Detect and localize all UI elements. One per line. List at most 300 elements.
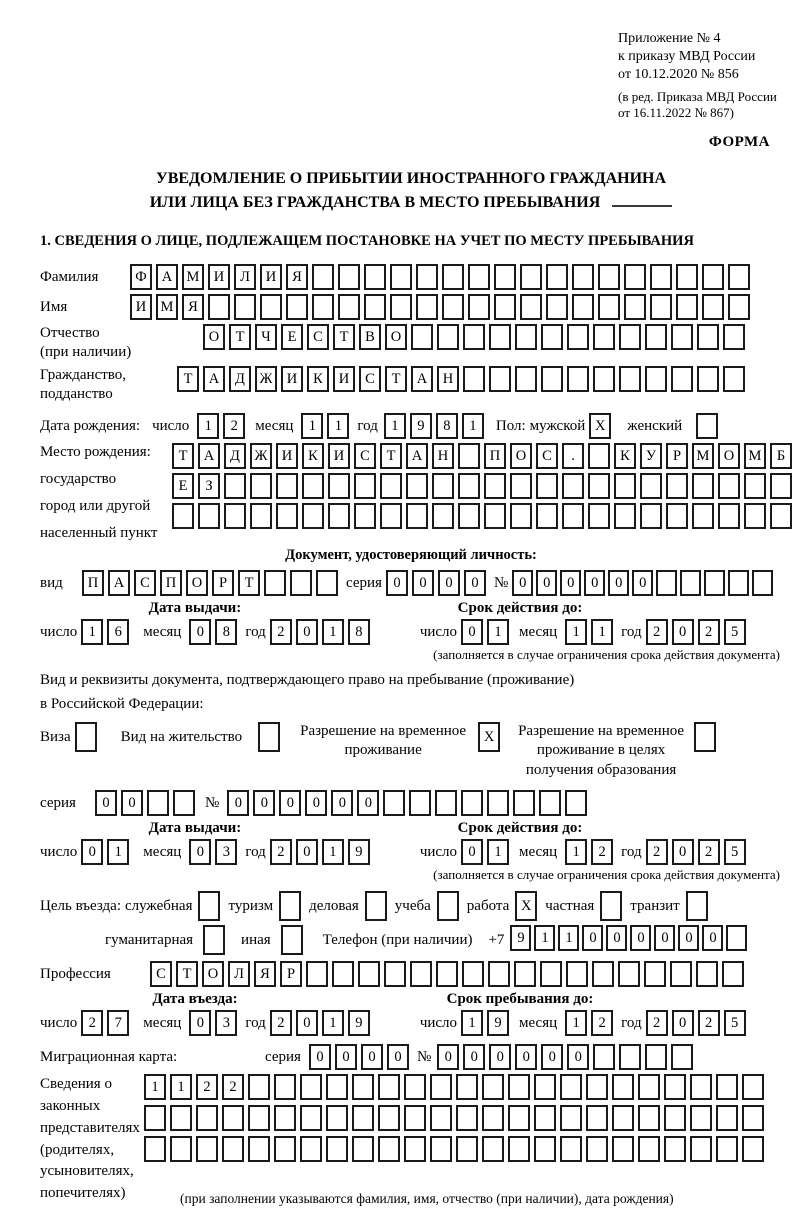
char-cell[interactable]	[586, 1105, 608, 1131]
char-cell[interactable]: 2	[81, 1010, 103, 1036]
char-cell[interactable]	[411, 324, 433, 350]
char-cell[interactable]	[664, 1136, 686, 1162]
char-cell[interactable]	[488, 961, 510, 987]
char-cell[interactable]: О	[202, 961, 224, 987]
char-cell[interactable]	[250, 503, 272, 529]
char-cell[interactable]	[534, 1105, 556, 1131]
char-cell[interactable]	[560, 1074, 582, 1100]
char-cell[interactable]	[416, 294, 438, 320]
char-cell[interactable]	[276, 503, 298, 529]
char-cell[interactable]: 0	[253, 790, 275, 816]
char-cell[interactable]	[234, 294, 256, 320]
char-cell[interactable]	[489, 366, 511, 392]
char-cell[interactable]: Д	[229, 366, 251, 392]
char-cell[interactable]: 0	[672, 619, 694, 645]
char-cell[interactable]: 0	[678, 925, 699, 951]
char-cell[interactable]	[650, 294, 672, 320]
char-cell[interactable]	[406, 473, 428, 499]
char-cell[interactable]: 1	[461, 1010, 483, 1036]
char-cell[interactable]	[222, 1136, 244, 1162]
char-cell[interactable]: 0	[672, 1010, 694, 1036]
char-cell[interactable]: А	[198, 443, 220, 469]
char-cell[interactable]	[676, 294, 698, 320]
char-cell[interactable]	[172, 503, 194, 529]
char-cell[interactable]	[536, 503, 558, 529]
char-cell[interactable]: 0	[560, 570, 581, 596]
char-cell[interactable]: 5	[724, 1010, 746, 1036]
char-cell[interactable]	[515, 366, 537, 392]
char-cell[interactable]	[546, 264, 568, 290]
char-cell[interactable]	[482, 1074, 504, 1100]
char-cell[interactable]: 1	[462, 413, 484, 439]
char-cell[interactable]: 0	[461, 839, 483, 865]
char-cell[interactable]: И	[281, 366, 303, 392]
char-cell[interactable]	[312, 294, 334, 320]
char-cell[interactable]	[619, 1044, 641, 1070]
char-cell[interactable]	[328, 503, 350, 529]
char-cell[interactable]	[494, 294, 516, 320]
char-cell[interactable]	[416, 264, 438, 290]
char-cell[interactable]	[664, 1105, 686, 1131]
char-cell[interactable]	[458, 443, 480, 469]
char-cell[interactable]	[208, 294, 230, 320]
char-cell[interactable]: 0	[279, 790, 301, 816]
char-cell[interactable]: 8	[215, 619, 237, 645]
char-cell[interactable]: 1	[322, 1010, 344, 1036]
char-cell[interactable]	[520, 264, 542, 290]
char-cell[interactable]: С	[150, 961, 172, 987]
char-cell[interactable]	[458, 473, 480, 499]
char-cell[interactable]: 9	[410, 413, 432, 439]
char-cell[interactable]	[281, 925, 303, 955]
char-cell[interactable]: 8	[348, 619, 370, 645]
char-cell[interactable]: 9	[348, 839, 370, 865]
char-cell[interactable]: 2	[270, 1010, 292, 1036]
char-cell[interactable]	[326, 1136, 348, 1162]
char-cell[interactable]: 2	[646, 839, 668, 865]
char-cell[interactable]	[508, 1136, 530, 1162]
char-cell[interactable]: У	[640, 443, 662, 469]
char-cell[interactable]: 7	[107, 1010, 129, 1036]
char-cell[interactable]: П	[160, 570, 182, 596]
char-cell[interactable]	[290, 570, 312, 596]
char-cell[interactable]	[562, 503, 584, 529]
char-cell[interactable]: 5	[724, 619, 746, 645]
char-cell[interactable]	[645, 366, 667, 392]
char-cell[interactable]	[144, 1136, 166, 1162]
char-cell[interactable]: 9	[487, 1010, 509, 1036]
char-cell[interactable]	[312, 264, 334, 290]
char-cell[interactable]: Т	[176, 961, 198, 987]
char-cell[interactable]: X	[478, 722, 500, 752]
char-cell[interactable]: И	[130, 294, 152, 320]
char-cell[interactable]	[666, 473, 688, 499]
char-cell[interactable]	[638, 1105, 660, 1131]
char-cell[interactable]	[224, 473, 246, 499]
char-cell[interactable]	[365, 891, 387, 921]
char-cell[interactable]: 0	[335, 1044, 357, 1070]
char-cell[interactable]: 5	[724, 839, 746, 865]
char-cell[interactable]	[286, 294, 308, 320]
char-cell[interactable]	[593, 366, 615, 392]
char-cell[interactable]	[572, 294, 594, 320]
char-cell[interactable]: 2	[223, 413, 245, 439]
char-cell[interactable]	[541, 366, 563, 392]
char-cell[interactable]	[482, 1105, 504, 1131]
char-cell[interactable]	[728, 264, 750, 290]
char-cell[interactable]	[671, 1044, 693, 1070]
char-cell[interactable]: Е	[172, 473, 194, 499]
char-cell[interactable]	[248, 1136, 270, 1162]
char-cell[interactable]	[196, 1136, 218, 1162]
char-cell[interactable]: 2	[698, 619, 720, 645]
char-cell[interactable]	[612, 1136, 634, 1162]
char-cell[interactable]	[458, 503, 480, 529]
char-cell[interactable]	[456, 1105, 478, 1131]
char-cell[interactable]	[514, 961, 536, 987]
char-cell[interactable]	[624, 294, 646, 320]
char-cell[interactable]: 0	[121, 790, 143, 816]
char-cell[interactable]	[352, 1105, 374, 1131]
char-cell[interactable]	[352, 1074, 374, 1100]
char-cell[interactable]: 0	[461, 619, 483, 645]
char-cell[interactable]	[430, 1074, 452, 1100]
char-cell[interactable]	[326, 1074, 348, 1100]
char-cell[interactable]: 0	[438, 570, 460, 596]
char-cell[interactable]: 2	[591, 1010, 613, 1036]
char-cell[interactable]: 1	[565, 1010, 587, 1036]
char-cell[interactable]: .	[562, 443, 584, 469]
char-cell[interactable]	[456, 1074, 478, 1100]
char-cell[interactable]	[430, 1105, 452, 1131]
char-cell[interactable]	[468, 294, 490, 320]
char-cell[interactable]: 1	[558, 925, 579, 951]
char-cell[interactable]: 1	[384, 413, 406, 439]
char-cell[interactable]: 0	[672, 839, 694, 865]
char-cell[interactable]: 2	[646, 619, 668, 645]
char-cell[interactable]: Л	[228, 961, 250, 987]
char-cell[interactable]	[510, 473, 532, 499]
char-cell[interactable]	[384, 961, 406, 987]
char-cell[interactable]: К	[307, 366, 329, 392]
char-cell[interactable]	[697, 324, 719, 350]
char-cell[interactable]	[316, 570, 338, 596]
char-cell[interactable]	[326, 1105, 348, 1131]
char-cell[interactable]: 0	[189, 1010, 211, 1036]
char-cell[interactable]	[383, 790, 405, 816]
char-cell[interactable]: 1	[170, 1074, 192, 1100]
char-cell[interactable]	[520, 294, 542, 320]
char-cell[interactable]	[562, 473, 584, 499]
char-cell[interactable]: Б	[770, 443, 792, 469]
char-cell[interactable]: 3	[215, 1010, 237, 1036]
char-cell[interactable]	[666, 503, 688, 529]
char-cell[interactable]	[566, 961, 588, 987]
char-cell[interactable]	[264, 570, 286, 596]
char-cell[interactable]	[612, 1105, 634, 1131]
char-cell[interactable]	[404, 1105, 426, 1131]
char-cell[interactable]	[640, 473, 662, 499]
char-cell[interactable]: Т	[333, 324, 355, 350]
char-cell[interactable]	[690, 1074, 712, 1100]
char-cell[interactable]	[274, 1074, 296, 1100]
char-cell[interactable]	[409, 790, 431, 816]
char-cell[interactable]	[75, 722, 97, 752]
char-cell[interactable]: 1	[144, 1074, 166, 1100]
char-cell[interactable]	[494, 264, 516, 290]
char-cell[interactable]: 2	[591, 839, 613, 865]
char-cell[interactable]	[567, 366, 589, 392]
char-cell[interactable]	[723, 366, 745, 392]
char-cell[interactable]	[694, 722, 716, 752]
char-cell[interactable]	[614, 503, 636, 529]
char-cell[interactable]	[656, 570, 677, 596]
char-cell[interactable]	[432, 503, 454, 529]
char-cell[interactable]	[592, 961, 614, 987]
char-cell[interactable]: 0	[81, 839, 103, 865]
char-cell[interactable]	[565, 790, 587, 816]
char-cell[interactable]: О	[718, 443, 740, 469]
char-cell[interactable]	[618, 961, 640, 987]
char-cell[interactable]: О	[385, 324, 407, 350]
char-cell[interactable]: 0	[437, 1044, 459, 1070]
char-cell[interactable]	[222, 1105, 244, 1131]
char-cell[interactable]: 1	[107, 839, 129, 865]
char-cell[interactable]	[338, 264, 360, 290]
char-cell[interactable]	[435, 790, 457, 816]
char-cell[interactable]: 6	[107, 619, 129, 645]
char-cell[interactable]: З	[198, 473, 220, 499]
char-cell[interactable]: 1	[591, 619, 613, 645]
char-cell[interactable]	[248, 1074, 270, 1100]
char-cell[interactable]	[487, 790, 509, 816]
char-cell[interactable]: М	[182, 264, 204, 290]
char-cell[interactable]	[508, 1105, 530, 1131]
char-cell[interactable]	[203, 925, 225, 955]
char-cell[interactable]	[515, 324, 537, 350]
char-cell[interactable]: 0	[309, 1044, 331, 1070]
char-cell[interactable]	[697, 366, 719, 392]
char-cell[interactable]	[664, 1074, 686, 1100]
char-cell[interactable]: 0	[515, 1044, 537, 1070]
char-cell[interactable]: 2	[646, 1010, 668, 1036]
char-cell[interactable]: 0	[489, 1044, 511, 1070]
char-cell[interactable]	[332, 961, 354, 987]
char-cell[interactable]: С	[134, 570, 156, 596]
char-cell[interactable]	[638, 1136, 660, 1162]
char-cell[interactable]	[644, 961, 666, 987]
char-cell[interactable]	[593, 1044, 615, 1070]
char-cell[interactable]: Т	[238, 570, 260, 596]
char-cell[interactable]: К	[614, 443, 636, 469]
char-cell[interactable]: 1	[301, 413, 323, 439]
char-cell[interactable]	[586, 1074, 608, 1100]
char-cell[interactable]	[404, 1136, 426, 1162]
char-cell[interactable]	[354, 473, 376, 499]
char-cell[interactable]: 1	[322, 619, 344, 645]
char-cell[interactable]	[704, 570, 725, 596]
char-cell[interactable]	[380, 503, 402, 529]
char-cell[interactable]: Т	[380, 443, 402, 469]
char-cell[interactable]	[390, 294, 412, 320]
char-cell[interactable]: 3	[215, 839, 237, 865]
char-cell[interactable]	[696, 961, 718, 987]
char-cell[interactable]	[198, 891, 220, 921]
char-cell[interactable]	[534, 1136, 556, 1162]
char-cell[interactable]	[680, 570, 701, 596]
char-cell[interactable]: 0	[702, 925, 723, 951]
char-cell[interactable]: 0	[331, 790, 353, 816]
char-cell[interactable]: Ж	[250, 443, 272, 469]
char-cell[interactable]: А	[203, 366, 225, 392]
char-cell[interactable]: Л	[234, 264, 256, 290]
char-cell[interactable]: О	[186, 570, 208, 596]
char-cell[interactable]: И	[276, 443, 298, 469]
char-cell[interactable]: 0	[582, 925, 603, 951]
char-cell[interactable]	[560, 1105, 582, 1131]
char-cell[interactable]	[354, 503, 376, 529]
char-cell[interactable]	[302, 473, 324, 499]
char-cell[interactable]	[358, 961, 380, 987]
char-cell[interactable]	[378, 1074, 400, 1100]
char-cell[interactable]	[274, 1105, 296, 1131]
char-cell[interactable]: 2	[270, 839, 292, 865]
char-cell[interactable]	[328, 473, 350, 499]
char-cell[interactable]: Ж	[255, 366, 277, 392]
char-cell[interactable]: 1	[565, 839, 587, 865]
char-cell[interactable]: Я	[286, 264, 308, 290]
char-cell[interactable]: Р	[666, 443, 688, 469]
char-cell[interactable]: 2	[196, 1074, 218, 1100]
char-cell[interactable]	[690, 1136, 712, 1162]
char-cell[interactable]: П	[82, 570, 104, 596]
char-cell[interactable]: 0	[296, 1010, 318, 1036]
char-cell[interactable]: А	[406, 443, 428, 469]
char-cell[interactable]	[260, 294, 282, 320]
char-cell[interactable]	[364, 294, 386, 320]
char-cell[interactable]: Я	[182, 294, 204, 320]
char-cell[interactable]	[404, 1074, 426, 1100]
char-cell[interactable]: 2	[222, 1074, 244, 1100]
char-cell[interactable]: Н	[437, 366, 459, 392]
char-cell[interactable]	[718, 473, 740, 499]
char-cell[interactable]	[463, 366, 485, 392]
char-cell[interactable]: 1	[327, 413, 349, 439]
char-cell[interactable]	[726, 925, 747, 951]
char-cell[interactable]	[690, 1105, 712, 1131]
char-cell[interactable]	[276, 473, 298, 499]
char-cell[interactable]: 0	[361, 1044, 383, 1070]
char-cell[interactable]	[510, 503, 532, 529]
char-cell[interactable]: К	[302, 443, 324, 469]
char-cell[interactable]	[588, 503, 610, 529]
char-cell[interactable]: 0	[386, 570, 408, 596]
char-cell[interactable]	[702, 294, 724, 320]
char-cell[interactable]	[744, 503, 766, 529]
char-cell[interactable]: 0	[95, 790, 117, 816]
char-cell[interactable]	[600, 891, 622, 921]
char-cell[interactable]: О	[203, 324, 225, 350]
char-cell[interactable]	[588, 473, 610, 499]
char-cell[interactable]	[173, 790, 195, 816]
char-cell[interactable]	[752, 570, 773, 596]
char-cell[interactable]: 1	[197, 413, 219, 439]
char-cell[interactable]: 0	[387, 1044, 409, 1070]
char-cell[interactable]: 2	[270, 619, 292, 645]
char-cell[interactable]	[279, 891, 301, 921]
char-cell[interactable]	[718, 503, 740, 529]
char-cell[interactable]: 0	[584, 570, 605, 596]
char-cell[interactable]: 0	[567, 1044, 589, 1070]
char-cell[interactable]	[546, 294, 568, 320]
char-cell[interactable]	[484, 473, 506, 499]
char-cell[interactable]	[671, 366, 693, 392]
char-cell[interactable]: 0	[296, 619, 318, 645]
char-cell[interactable]: 0	[189, 619, 211, 645]
char-cell[interactable]	[430, 1136, 452, 1162]
char-cell[interactable]	[593, 324, 615, 350]
char-cell[interactable]: 0	[464, 570, 486, 596]
char-cell[interactable]	[250, 473, 272, 499]
char-cell[interactable]	[442, 294, 464, 320]
char-cell[interactable]	[274, 1136, 296, 1162]
char-cell[interactable]	[170, 1136, 192, 1162]
char-cell[interactable]: Д	[224, 443, 246, 469]
char-cell[interactable]: 0	[606, 925, 627, 951]
char-cell[interactable]	[456, 1136, 478, 1162]
char-cell[interactable]: 0	[512, 570, 533, 596]
char-cell[interactable]: С	[536, 443, 558, 469]
char-cell[interactable]	[539, 790, 561, 816]
char-cell[interactable]	[302, 503, 324, 529]
char-cell[interactable]: А	[156, 264, 178, 290]
char-cell[interactable]	[513, 790, 535, 816]
char-cell[interactable]	[619, 324, 641, 350]
char-cell[interactable]	[696, 413, 718, 439]
char-cell[interactable]: 0	[305, 790, 327, 816]
char-cell[interactable]: 0	[630, 925, 651, 951]
char-cell[interactable]	[770, 503, 792, 529]
char-cell[interactable]	[463, 324, 485, 350]
char-cell[interactable]: М	[692, 443, 714, 469]
char-cell[interactable]: 0	[296, 839, 318, 865]
char-cell[interactable]	[489, 324, 511, 350]
char-cell[interactable]	[645, 324, 667, 350]
char-cell[interactable]: А	[411, 366, 433, 392]
char-cell[interactable]	[541, 324, 563, 350]
char-cell[interactable]	[170, 1105, 192, 1131]
char-cell[interactable]: Н	[432, 443, 454, 469]
char-cell[interactable]: С	[359, 366, 381, 392]
char-cell[interactable]	[300, 1136, 322, 1162]
char-cell[interactable]	[482, 1136, 504, 1162]
char-cell[interactable]: 0	[227, 790, 249, 816]
char-cell[interactable]: В	[359, 324, 381, 350]
char-cell[interactable]	[614, 473, 636, 499]
char-cell[interactable]: М	[156, 294, 178, 320]
char-cell[interactable]	[728, 294, 750, 320]
char-cell[interactable]	[484, 503, 506, 529]
char-cell[interactable]: Ф	[130, 264, 152, 290]
char-cell[interactable]	[560, 1136, 582, 1162]
char-cell[interactable]	[378, 1136, 400, 1162]
char-cell[interactable]: Р	[280, 961, 302, 987]
char-cell[interactable]	[567, 324, 589, 350]
char-cell[interactable]: 0	[608, 570, 629, 596]
char-cell[interactable]	[619, 366, 641, 392]
char-cell[interactable]	[306, 961, 328, 987]
char-cell[interactable]	[722, 961, 744, 987]
